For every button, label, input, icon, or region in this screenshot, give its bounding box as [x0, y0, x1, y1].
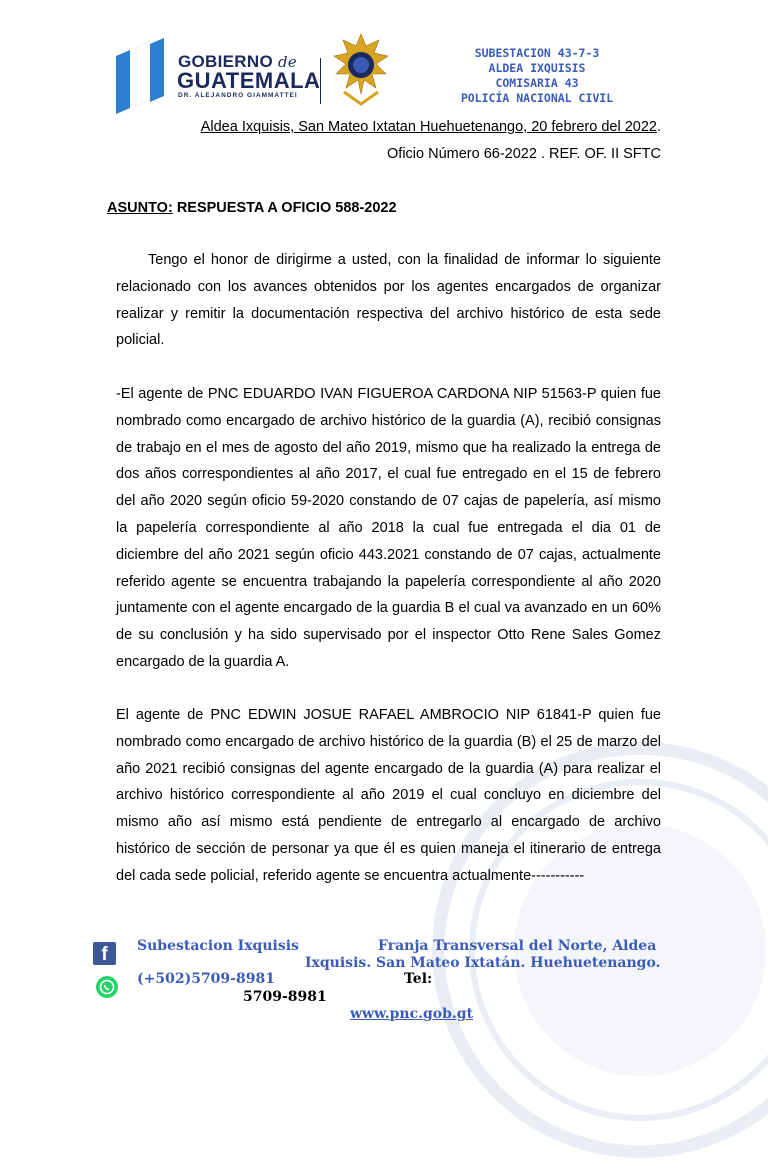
body-paragraph: -El agente de PNC EDUARDO IVAN FIGUEROA CARDONA NIP 51563-P quien fue nombrado como encargado de archivo histórico de la guardia (A), recibió consignas de trabajo en el mes de agosto del año 2019, mismo que ha realizado la entrega de dos años correspondientes al año 2017, el cual fue entregado en el 15 de febrero del año 2020 según oficio 59-2020 constando de 07 cajas de papelería, así mismo la papelería correspondiente al año 2018 la cual fue entregada el dia 01 de diciembre del año 2021 según oficio 443.2021 constando de 07 cajas, actualmente referido agente se encuentra trabajando la papelería correspondiente al año 2020 juntamente con el agente encargado de la guardia B el cual va avanzado en un 60% de su conclusión y ha sido supervisado por el inspector Otto Rene Sales Gomez encargado de la guardia A.	[116, 386, 661, 670]
station-line: SUBESTACION 43-7-3	[474, 46, 600, 60]
address-line: Franja Transversal del Norte, Aldea	[378, 938, 657, 954]
facebook-page-name[interactable]: Subestacion Ixquisis	[137, 938, 299, 954]
whatsapp-icon	[95, 975, 119, 999]
place-date-line: Aldea Ixquisis, San Mateo Ixtatan Huehuetenango, 20 febrero del 2022.	[200, 119, 661, 135]
asunto-line: ASUNTO: RESPUESTA A OFICIO 588-2022	[107, 200, 397, 216]
station-line: ALDEA IXQUISIS	[488, 61, 586, 75]
oficio-number: Oficio Número 66-2022 . REF. OF. II SFTC	[387, 146, 661, 162]
body-paragraph: Tengo el honor de dirigirme a usted, con la finalidad de informar lo siguiente relacionado con los avances obtenidos por los agentes encargados de organizar realizar y remitir la documentación respectiva del archivo histórico de esta sede policial.	[116, 252, 661, 349]
tel-label: Tel:	[404, 971, 433, 987]
facebook-icon: f	[93, 942, 116, 965]
station-header	[442, 46, 632, 106]
logo-divider	[320, 58, 321, 104]
guatemala-flag-logo	[114, 38, 166, 114]
address-line: Ixquisis. San Mateo Ixtatán. Huehuetenango.	[305, 955, 661, 971]
website-link[interactable]: www.pnc.gob.gt	[350, 1006, 474, 1022]
whatsapp-phone[interactable]: (+502)5709-8981	[137, 971, 275, 987]
station-line: COMISARIA 43	[495, 76, 579, 90]
logo-guatemala-text: GUATEMALA	[177, 68, 321, 93]
station-line: POLICÍA NACIONAL CIVIL	[460, 91, 614, 105]
tel-number: 5709-8981	[243, 989, 327, 1005]
police-badge-icon	[330, 32, 392, 108]
logo-president-text: DR. ALEJANDRO GIAMMATTEI	[178, 92, 298, 99]
logo-gobierno-text: GOBIERNO de	[178, 52, 298, 71]
body-paragraph: El agente de PNC EDWIN JOSUE RAFAEL AMBROCIO NIP 61841-P quien fue nombrado como encargado de archivo histórico de la guardia (B) el 25 de marzo del año 2021 recibió consignas del agente encargado de la guardia (A) para realizar el archivo histórico correspondiente al año 2019 el cual concluyo en diciembre del mismo año así mismo está pendiente de entregarlo al encargado de archivo histórico de sección de personar ya que él es quien maneja el itinerario de entrega del cada sede policial, referido agente se encuentra actualmente-----------	[116, 707, 661, 884]
